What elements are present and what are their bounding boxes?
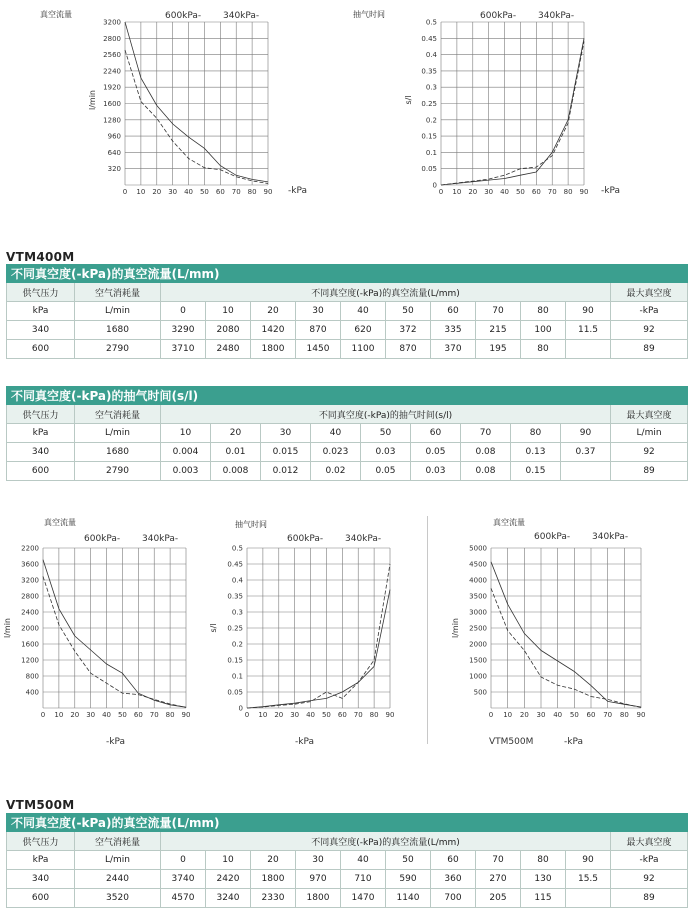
table-cell: 0.03 xyxy=(361,443,411,462)
table-cell: 50 xyxy=(386,851,431,870)
y-tick-label: 0.35 xyxy=(227,592,243,601)
table-cell: 0.01 xyxy=(211,443,261,462)
x-tick-label: 90 xyxy=(181,711,191,719)
x-tick-label: 80 xyxy=(563,188,573,196)
table-cell: 30 xyxy=(261,424,311,443)
table-cell: 0 xyxy=(161,851,206,870)
chart-title: 真空流量 xyxy=(493,518,525,527)
table-row xyxy=(7,321,688,340)
table-cell: 0.15 xyxy=(511,462,561,481)
table-cell: 70 xyxy=(476,302,521,321)
model-title-vtm500m: VTM500M xyxy=(6,798,75,812)
table-cell: 1100 xyxy=(341,340,386,359)
x-tick-label: 50 xyxy=(321,711,331,719)
y-tick-label: 1280 xyxy=(103,116,121,125)
table-cell: 3710 xyxy=(161,340,206,359)
y-tick-label: 0.25 xyxy=(421,100,437,108)
legend-item: 600kPa- xyxy=(480,11,517,21)
chart-title: 抽气时间 xyxy=(235,520,267,529)
y-tick-label: 1500 xyxy=(469,656,487,665)
x-tick-label: 70 xyxy=(547,188,557,196)
x-axis-label: -kPa xyxy=(601,186,620,196)
table-cell: 270 xyxy=(476,870,521,889)
y-tick-label: 0 xyxy=(238,704,243,713)
x-tick-label: 40 xyxy=(500,188,510,196)
table-cell: -kPa xyxy=(611,851,688,870)
evacuation-time-chart-2 xyxy=(205,510,420,750)
legend-item: 600kPa- xyxy=(287,534,324,544)
table-cell: 372 xyxy=(386,321,431,340)
x-tick-label: 0 xyxy=(244,711,250,719)
x-tick-label: 30 xyxy=(536,711,546,719)
y-tick-label: 2000 xyxy=(469,640,487,649)
series-line xyxy=(491,588,641,707)
table-cell: 4570 xyxy=(161,889,206,908)
x-tick-label: 30 xyxy=(484,188,494,196)
header-air-consumption: 空气消耗量 xyxy=(75,405,161,424)
table-units-row xyxy=(7,424,688,443)
vacuum-flow-table-vtm500m xyxy=(6,813,688,908)
x-tick-label: 70 xyxy=(149,711,159,719)
table-cell: 115 xyxy=(521,889,566,908)
table-cell: 0.023 xyxy=(311,443,361,462)
x-tick-label: 80 xyxy=(247,188,257,196)
y-tick-label: 2560 xyxy=(103,51,121,60)
legend-item: 340kPa- xyxy=(345,534,382,544)
legend-item: 340kPa- xyxy=(538,11,575,21)
table-cell: 90 xyxy=(561,424,611,443)
table-units-row xyxy=(7,302,688,321)
x-tick-label: 40 xyxy=(102,711,112,719)
table-cell: 205 xyxy=(476,889,521,908)
y-tick-label: 3200 xyxy=(21,576,39,585)
table-row xyxy=(7,889,688,908)
series-line xyxy=(491,562,641,707)
table-cell: 1450 xyxy=(296,340,341,359)
table-cell: 600 xyxy=(7,340,75,359)
table-cell: 1800 xyxy=(251,870,296,889)
y-tick-label: 0.35 xyxy=(421,67,437,76)
table-cell: 2480 xyxy=(206,340,251,359)
table-cell: 0.008 xyxy=(211,462,261,481)
x-axis-label: -kPa xyxy=(106,737,125,747)
y-tick-label: 2500 xyxy=(469,624,487,633)
series-line xyxy=(125,50,268,184)
table-cell: 60 xyxy=(431,851,476,870)
series-line xyxy=(441,38,584,185)
table-cell: 130 xyxy=(521,870,566,889)
x-tick-label: 20 xyxy=(70,711,80,719)
table-cell: 20 xyxy=(211,424,261,443)
table-cell: 700 xyxy=(431,889,476,908)
x-tick-label: 60 xyxy=(337,711,347,719)
series-line xyxy=(441,42,584,185)
x-tick-label: 20 xyxy=(468,188,478,196)
y-tick-label: 0.45 xyxy=(227,560,243,569)
y-tick-label: 960 xyxy=(107,132,121,141)
header-air-consumption: 空气消耗量 xyxy=(75,283,161,302)
table-cell: 89 xyxy=(611,340,688,359)
table-cell: 1680 xyxy=(75,321,161,340)
series-line xyxy=(247,564,390,708)
x-tick-label: 50 xyxy=(117,711,127,719)
y-tick-label: 2240 xyxy=(103,67,121,76)
chart-title: 真空流量 xyxy=(40,10,72,19)
table-cell: 0.37 xyxy=(561,443,611,462)
table-cell: 80 xyxy=(521,302,566,321)
y-tick-label: 320 xyxy=(107,165,121,174)
y-tick-label: 500 xyxy=(473,688,487,697)
x-tick-label: 50 xyxy=(199,188,209,196)
table-cell: 0 xyxy=(161,302,206,321)
y-tick-label: 0.25 xyxy=(227,624,243,633)
legend-item: 600kPa- xyxy=(165,11,202,21)
x-axis-label: -kPa xyxy=(564,737,583,747)
y-tick-label: 400 xyxy=(25,688,39,697)
header-vacuum-levels: 不同真空度(-kPa)的抽气时间(s/l) xyxy=(161,405,611,424)
table-title-bar xyxy=(7,814,688,832)
table-cell: 90 xyxy=(566,302,611,321)
y-tick-label: 0.1 xyxy=(425,148,437,157)
table-row xyxy=(7,443,688,462)
header-supply-pressure: 供气压力 xyxy=(7,405,75,424)
table-cell: 20 xyxy=(251,851,296,870)
x-tick-label: 90 xyxy=(263,188,273,196)
table-cell: 100 xyxy=(521,321,566,340)
x-tick-label: 40 xyxy=(553,711,563,719)
chart-title: 抽气时间 xyxy=(353,10,385,19)
chart-caption: VTM500M xyxy=(489,737,534,747)
table-cell: 3290 xyxy=(161,321,206,340)
series-line xyxy=(125,22,268,182)
table-title-bar xyxy=(7,265,688,283)
y-tick-label: 800 xyxy=(25,672,39,681)
y-tick-label: 0 xyxy=(432,181,437,190)
y-tick-label: 0.5 xyxy=(425,18,437,27)
table-cell: 10 xyxy=(161,424,211,443)
table-cell: kPa xyxy=(7,424,75,443)
table-cell: 1800 xyxy=(251,340,296,359)
table-cell: 2790 xyxy=(75,462,161,481)
model-title-vtm400m: VTM400M xyxy=(6,250,75,264)
table-row xyxy=(7,462,688,481)
y-tick-label: 0.3 xyxy=(231,608,243,617)
table-cell: 0.012 xyxy=(261,462,311,481)
x-tick-label: 80 xyxy=(619,711,629,719)
table-cell: 0.015 xyxy=(261,443,311,462)
table-cell: 335 xyxy=(431,321,476,340)
table-cell: 0.02 xyxy=(311,462,361,481)
x-tick-label: 90 xyxy=(636,711,646,719)
table-cell: 2080 xyxy=(206,321,251,340)
y-tick-label: 0.4 xyxy=(231,576,243,585)
vacuum-flow-chart-2 xyxy=(0,510,210,750)
vacuum-flow-chart-3 xyxy=(445,510,690,750)
legend-item: 340kPa- xyxy=(223,11,260,21)
table-cell: 92 xyxy=(611,321,688,340)
y-tick-label: 1000 xyxy=(469,672,487,681)
table-title: 不同真空度(-kPa)的真空流量(L/mm) xyxy=(7,265,688,283)
x-tick-label: 0 xyxy=(122,188,128,196)
table-cell: 92 xyxy=(611,870,688,889)
table-cell: L/min xyxy=(75,424,161,443)
table-cell: 1680 xyxy=(75,443,161,462)
legend-item: 600kPa- xyxy=(534,532,571,542)
table-cell: 2420 xyxy=(206,870,251,889)
y-tick-label: 3600 xyxy=(21,560,39,569)
table-cell: 0.05 xyxy=(411,443,461,462)
header-supply-pressure: 供气压力 xyxy=(7,283,75,302)
x-axis-label: -kPa xyxy=(288,186,307,196)
y-tick-label: 0.15 xyxy=(227,656,243,665)
header-supply-pressure: 供气压力 xyxy=(7,832,75,851)
x-tick-label: 0 xyxy=(438,188,444,196)
y-tick-label: 3200 xyxy=(103,18,121,27)
table-cell: 870 xyxy=(386,340,431,359)
table-cell: 870 xyxy=(296,321,341,340)
y-tick-label: 5000 xyxy=(469,544,487,553)
y-tick-label: 0.3 xyxy=(425,83,437,92)
legend-item: 340kPa- xyxy=(142,534,179,544)
table-cell xyxy=(561,462,611,481)
x-tick-label: 20 xyxy=(152,188,162,196)
vacuum-flow-table-vtm400m xyxy=(6,264,688,359)
y-tick-label: 1600 xyxy=(21,640,39,649)
table-header-row xyxy=(7,405,688,424)
y-axis-label: l/min xyxy=(451,617,460,639)
table-cell: 1470 xyxy=(341,889,386,908)
table-cell: 370 xyxy=(431,340,476,359)
table-row xyxy=(7,340,688,359)
table-header-row xyxy=(7,283,688,302)
table-cell: kPa xyxy=(7,302,75,321)
x-tick-label: 0 xyxy=(488,711,494,719)
table-cell xyxy=(566,889,611,908)
table-cell: 40 xyxy=(341,851,386,870)
y-tick-label: 1920 xyxy=(103,83,121,92)
y-tick-label: 2400 xyxy=(21,608,39,617)
y-axis-label: l/min xyxy=(88,89,97,111)
x-tick-label: 20 xyxy=(519,711,529,719)
table-title-bar xyxy=(7,387,688,405)
y-tick-label: 4500 xyxy=(469,560,487,569)
table-cell: 50 xyxy=(386,302,431,321)
table-cell: 3520 xyxy=(75,889,161,908)
x-tick-label: 10 xyxy=(54,711,64,719)
y-tick-label: 2200 xyxy=(21,544,39,553)
table-cell: 0.004 xyxy=(161,443,211,462)
table-cell: 0.08 xyxy=(461,443,511,462)
table-cell: 70 xyxy=(461,424,511,443)
table-cell: 92 xyxy=(611,443,688,462)
table-title: 不同真空度(-kPa)的抽气时间(s/l) xyxy=(7,387,688,405)
table-cell: 70 xyxy=(476,851,521,870)
header-max-vacuum: 最大真空度 xyxy=(611,832,688,851)
table-cell: 215 xyxy=(476,321,521,340)
table-cell: 3740 xyxy=(161,870,206,889)
y-tick-label: 0.1 xyxy=(231,672,243,681)
table-cell: 60 xyxy=(431,302,476,321)
y-tick-label: 3000 xyxy=(469,608,487,617)
table-cell: 2440 xyxy=(75,870,161,889)
y-tick-label: 0.45 xyxy=(421,34,437,43)
y-tick-label: 0.05 xyxy=(227,688,243,697)
x-tick-label: 10 xyxy=(136,188,146,196)
x-tick-label: 50 xyxy=(515,188,525,196)
legend-item: 600kPa- xyxy=(84,534,121,544)
chart-title: 真空流量 xyxy=(44,518,76,527)
table-cell: L/min xyxy=(75,302,161,321)
table-cell: 0.08 xyxy=(461,462,511,481)
table-cell: 89 xyxy=(611,889,688,908)
x-tick-label: 20 xyxy=(274,711,284,719)
header-vacuum-levels: 不同真空度(-kPa)的真空流量(L/mm) xyxy=(161,832,611,851)
chart-divider xyxy=(427,516,428,744)
table-cell: 2790 xyxy=(75,340,161,359)
x-tick-label: 40 xyxy=(306,711,316,719)
table-cell: 40 xyxy=(311,424,361,443)
table-cell: 20 xyxy=(251,302,296,321)
table-cell: 710 xyxy=(341,870,386,889)
y-tick-label: 2800 xyxy=(103,34,121,43)
x-tick-label: 10 xyxy=(452,188,462,196)
table-cell: 1800 xyxy=(296,889,341,908)
table-row xyxy=(7,870,688,889)
x-tick-label: 10 xyxy=(258,711,268,719)
table-cell: 1140 xyxy=(386,889,431,908)
y-tick-label: 4000 xyxy=(469,576,487,585)
vacuum-flow-chart-1 xyxy=(0,0,340,210)
table-cell xyxy=(566,340,611,359)
x-tick-label: 10 xyxy=(503,711,513,719)
table-cell: 50 xyxy=(361,424,411,443)
x-tick-label: 70 xyxy=(603,711,613,719)
x-tick-label: 30 xyxy=(168,188,178,196)
y-tick-label: 1200 xyxy=(21,656,39,665)
x-tick-label: 70 xyxy=(231,188,241,196)
table-cell: 600 xyxy=(7,889,75,908)
table-cell: L/min xyxy=(75,851,161,870)
table-title: 不同真空度(-kPa)的真空流量(L/mm) xyxy=(7,814,688,832)
header-vacuum-levels: 不同真空度(-kPa)的真空流量(L/mm) xyxy=(161,283,611,302)
table-cell: 340 xyxy=(7,443,75,462)
table-cell: 15.5 xyxy=(566,870,611,889)
y-tick-label: 0.2 xyxy=(425,116,437,125)
y-axis-label: s/l xyxy=(209,623,218,633)
table-header-row xyxy=(7,832,688,851)
y-tick-label: 2800 xyxy=(21,592,39,601)
table-cell: 620 xyxy=(341,321,386,340)
x-tick-label: 0 xyxy=(40,711,46,719)
y-axis-label: s/l xyxy=(404,95,413,105)
table-cell: 590 xyxy=(386,870,431,889)
table-cell: 10 xyxy=(206,302,251,321)
table-cell: 0.05 xyxy=(361,462,411,481)
table-cell: 0.13 xyxy=(511,443,561,462)
x-tick-label: 30 xyxy=(290,711,300,719)
y-tick-label: 0.5 xyxy=(231,544,243,553)
y-axis-label: l/min xyxy=(3,617,12,639)
x-tick-label: 30 xyxy=(86,711,96,719)
y-tick-label: 640 xyxy=(107,148,121,157)
x-tick-label: 80 xyxy=(165,711,175,719)
table-cell: 80 xyxy=(521,340,566,359)
table-cell: 1420 xyxy=(251,321,296,340)
x-tick-label: 70 xyxy=(353,711,363,719)
table-cell: 60 xyxy=(411,424,461,443)
legend-item: 340kPa- xyxy=(592,532,629,542)
table-cell: 340 xyxy=(7,321,75,340)
table-cell: 3240 xyxy=(206,889,251,908)
table-cell: kPa xyxy=(7,851,75,870)
table-cell: 90 xyxy=(566,851,611,870)
y-tick-label: 1600 xyxy=(103,100,121,108)
table-cell: -kPa xyxy=(611,302,688,321)
x-tick-label: 40 xyxy=(184,188,194,196)
table-cell: 970 xyxy=(296,870,341,889)
y-tick-label: 0.05 xyxy=(421,165,437,174)
y-tick-label: 0.2 xyxy=(231,640,243,649)
evacuation-time-chart-1 xyxy=(345,0,685,210)
x-tick-label: 60 xyxy=(586,711,596,719)
y-tick-label: 3500 xyxy=(469,592,487,601)
table-cell: 10 xyxy=(206,851,251,870)
table-cell: 195 xyxy=(476,340,521,359)
header-air-consumption: 空气消耗量 xyxy=(75,832,161,851)
table-cell: 89 xyxy=(611,462,688,481)
header-max-vacuum: 最大真空度 xyxy=(611,405,688,424)
series-line xyxy=(247,590,390,708)
table-cell: 600 xyxy=(7,462,75,481)
table-cell: 360 xyxy=(431,870,476,889)
table-cell: 30 xyxy=(296,302,341,321)
table-units-row xyxy=(7,851,688,870)
table-cell: 0.03 xyxy=(411,462,461,481)
table-cell: 11.5 xyxy=(566,321,611,340)
y-tick-label: 0.15 xyxy=(421,132,437,141)
table-cell: 30 xyxy=(296,851,341,870)
y-tick-label: 0.4 xyxy=(425,51,437,60)
evacuation-time-table-vtm400m xyxy=(6,386,688,481)
x-tick-label: 60 xyxy=(215,188,225,196)
x-tick-label: 80 xyxy=(369,711,379,719)
x-tick-label: 60 xyxy=(133,711,143,719)
table-cell: 2330 xyxy=(251,889,296,908)
table-cell: L/min xyxy=(611,424,688,443)
table-cell: 0.003 xyxy=(161,462,211,481)
x-tick-label: 60 xyxy=(531,188,541,196)
x-tick-label: 90 xyxy=(385,711,395,719)
table-cell: 340 xyxy=(7,870,75,889)
header-max-vacuum: 最大真空度 xyxy=(611,283,688,302)
table-cell: 80 xyxy=(521,851,566,870)
x-tick-label: 90 xyxy=(579,188,589,196)
table-cell: 40 xyxy=(341,302,386,321)
x-axis-label: -kPa xyxy=(295,737,314,747)
table-cell: 80 xyxy=(511,424,561,443)
y-tick-label: 2000 xyxy=(21,624,39,633)
x-tick-label: 50 xyxy=(569,711,579,719)
